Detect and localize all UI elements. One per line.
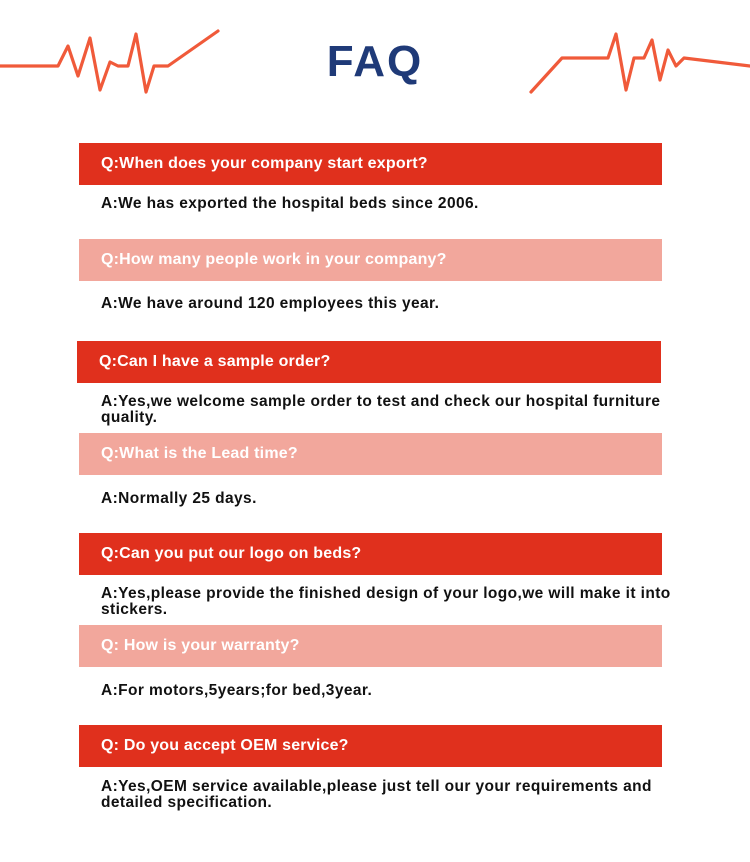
faq-header: [0, 0, 750, 110]
faq-question[interactable]: Q:When does your company start export?: [79, 143, 662, 185]
faq-answer: A:We have around 120 employees this year.: [101, 295, 440, 312]
faq-question[interactable]: Q: Do you accept OEM service?: [79, 725, 662, 767]
faq-answer: A:For motors,5years;for bed,3year.: [101, 682, 373, 699]
faq-question[interactable]: Q:What is the Lead time?: [79, 433, 662, 475]
page-title: FAQ: [326, 37, 424, 86]
faq-question[interactable]: Q:Can you put our logo on beds?: [79, 533, 662, 575]
faq-answer: A:Yes,we welcome sample order to test and check our hospital furniture quality.: [101, 393, 661, 426]
faq-question[interactable]: Q:How many people work in your company?: [79, 239, 662, 281]
faq-answer: A:Yes,OEM service available,please just tell our your requirements and detailed specification.: [101, 778, 652, 811]
faq-answer: A:Normally 25 days.: [101, 490, 257, 507]
faq-answer: A:Yes,please provide the finished design of your logo,we will make it into stickers.: [101, 585, 671, 618]
faq-question[interactable]: Q:Can I have a sample order?: [77, 341, 661, 383]
heartbeat-pulse-icon: [528, 28, 750, 98]
faq-question[interactable]: Q: How is your warranty?: [79, 625, 662, 667]
faq-answer: A:We has exported the hospital beds since 2006.: [101, 195, 479, 212]
